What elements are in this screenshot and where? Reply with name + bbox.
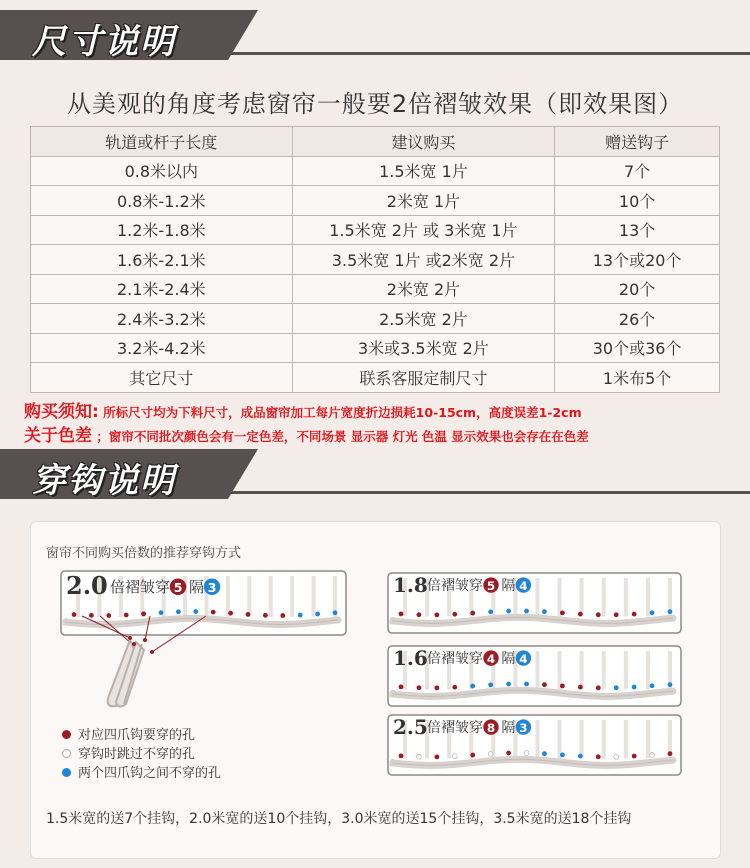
purchase-note — [24, 397, 582, 422]
table-row — [31, 215, 720, 245]
blue-count: 3 — [519, 721, 528, 735]
pleat-gap-label: 隔 — [501, 720, 516, 736]
blue-hole — [315, 612, 320, 617]
table-row — [31, 186, 720, 216]
cell-track-length: 其它尺寸 — [31, 363, 293, 393]
red-hole — [542, 682, 547, 687]
red-hole — [417, 685, 422, 690]
hook-section-title: 穿钩说明 — [32, 461, 176, 501]
blue-hole — [333, 610, 338, 615]
pleat-label: 倍褶皱穿 — [427, 578, 483, 594]
legend-white-label: 穿钩时跳过不穿的孔 — [78, 747, 196, 762]
blue-count: 4 — [519, 579, 528, 593]
red-hole — [470, 611, 475, 616]
red-hole — [614, 612, 619, 617]
cell-track-length: 2.4米-3.2米 — [31, 304, 293, 334]
legend-item-blue — [62, 762, 221, 781]
white-hole — [488, 751, 493, 756]
cell-recommended: 1.5米宽 2片 或 3米宽 1片 — [292, 215, 555, 245]
table-row — [31, 304, 720, 334]
pleat-gap-label: 隔 — [501, 578, 516, 594]
blue-hole — [542, 751, 547, 756]
blue-count: 3 — [207, 581, 217, 596]
blue-hole — [614, 685, 619, 690]
blue-hole — [668, 609, 673, 614]
red-hole — [399, 684, 404, 689]
blue-hole — [524, 682, 529, 687]
white-hole — [614, 754, 619, 759]
blue-hole — [668, 682, 673, 687]
legend-blue-label: 两个四爪钩之间不穿的孔 — [78, 766, 222, 781]
red-hole — [399, 753, 404, 758]
red-hole — [452, 685, 457, 690]
cell-recommended: 2米宽 1片 — [292, 186, 555, 216]
table-row — [31, 274, 720, 304]
table-row — [31, 245, 720, 275]
pleat-ratio: 2.0 — [66, 571, 108, 600]
cell-recommended: 2米宽 2片 — [292, 274, 555, 304]
red-hole — [280, 613, 285, 618]
red-hole — [470, 753, 475, 758]
red-hole — [263, 613, 268, 618]
red-count: 5 — [486, 579, 496, 593]
blue-hole — [524, 609, 529, 614]
pleat-ratio: 2.5 — [393, 715, 428, 739]
red-hole — [632, 612, 637, 617]
hook-panel-title: 窗帘不同购买倍数的推荐穿钩方式 — [46, 546, 242, 561]
cell-track-length: 0.8米-1.2米 — [31, 186, 293, 216]
blue-hole — [488, 682, 493, 687]
red-count: 5 — [173, 581, 183, 596]
white-hole — [650, 752, 655, 757]
size-section-title: 尺寸说明 — [32, 22, 176, 62]
cell-recommended: 1.5米宽 1片 — [292, 156, 555, 186]
cell-track-length: 2.1米-2.4米 — [31, 274, 293, 304]
red-count: 8 — [486, 721, 496, 735]
size-table — [30, 126, 720, 393]
cell-track-length: 0.8米以内 — [31, 156, 293, 186]
legend-item-red — [62, 724, 195, 743]
pleat-diagram-1-8 — [387, 572, 682, 634]
white-hole-icon — [62, 749, 71, 758]
cell-free-hooks: 13个或20个 — [555, 245, 720, 275]
red-hole — [668, 751, 673, 756]
cell-recommended: 联系客服定制尺寸 — [292, 363, 555, 393]
blue-hole — [578, 754, 583, 759]
table-row — [31, 333, 720, 363]
pleat-ratio: 1.6 — [393, 646, 428, 670]
cell-free-hooks: 30个或36个 — [555, 333, 720, 363]
blue-hole — [650, 610, 655, 615]
legend-red-label: 对应四爪钩要穿的孔 — [78, 728, 196, 743]
purchase-note-text: 所标尺寸均为下料尺寸，成品窗帘加工每片宽度折边损耗10-15cm，高度误差1-2cm — [103, 405, 582, 420]
blue-hole — [542, 609, 547, 614]
red-hole — [596, 754, 601, 759]
red-hole — [434, 685, 439, 690]
pleat-label: 倍褶皱穿 — [427, 720, 483, 736]
white-hole — [452, 754, 457, 759]
purchase-note-lead: 购买须知: — [24, 402, 99, 422]
pleat-diagram-1-6 — [387, 645, 682, 707]
color-note — [24, 421, 589, 446]
header-recommended: 建议购买 — [292, 127, 555, 157]
pleat-diagram-2-5 — [387, 714, 682, 776]
blue-hole — [506, 609, 511, 614]
headline: 从美观的角度考虑窗帘一般要2倍褶皱效果（即效果图） — [66, 90, 684, 118]
red-hole — [417, 612, 422, 617]
four-prong-hook-illustration — [60, 614, 220, 714]
cell-track-length: 1.2米-1.8米 — [31, 215, 293, 245]
red-hole — [228, 611, 233, 616]
blue-hole — [506, 682, 511, 687]
hook-section-banner — [0, 449, 750, 499]
cell-free-hooks: 13个 — [555, 215, 720, 245]
cell-recommended: 3.5米宽 1片 或2米宽 2片 — [292, 245, 555, 275]
cell-free-hooks: 20个 — [555, 274, 720, 304]
pleat-gap-label: 隔 — [189, 578, 205, 596]
table-header-row — [31, 127, 720, 157]
red-hole — [632, 754, 637, 759]
red-hole — [578, 612, 583, 617]
cell-recommended: 3米或3.5米宽 2片 — [292, 333, 555, 363]
blue-hole — [650, 683, 655, 688]
blue-count: 4 — [519, 652, 528, 666]
pleat-label: 倍褶皱穿 — [427, 651, 483, 667]
size-section-banner — [0, 10, 750, 60]
red-count: 4 — [486, 652, 496, 666]
table-row — [31, 363, 720, 393]
cell-track-length: 3.2米-4.2米 — [31, 333, 293, 363]
pleat-label: 倍褶皱穿 — [110, 578, 171, 596]
blue-hole — [470, 684, 475, 689]
color-note-text: ；窗帘不同批次颜色会有一定色差，不同场景 显示器 灯光 色温 显示效果也会存在在色差 — [96, 429, 589, 444]
cell-free-hooks: 1米布5个 — [555, 363, 720, 393]
red-hole — [246, 612, 251, 617]
cell-track-length: 1.6米-2.1米 — [31, 245, 293, 275]
red-hole — [560, 683, 565, 688]
red-hole — [560, 610, 565, 615]
red-hole — [434, 754, 439, 759]
red-hole-icon — [62, 730, 71, 739]
red-hole — [506, 751, 511, 756]
red-hole — [434, 612, 439, 617]
white-hole — [417, 754, 422, 759]
pleat-gap-label: 隔 — [501, 651, 516, 667]
red-hole — [452, 612, 457, 617]
blue-hole-icon — [62, 768, 71, 777]
pleat-ratio: 1.8 — [393, 573, 428, 597]
cell-free-hooks: 26个 — [555, 304, 720, 334]
cell-recommended: 2.5米宽 2片 — [292, 304, 555, 334]
red-hole — [578, 685, 583, 690]
color-note-lead: 关于色差 — [24, 426, 92, 446]
white-hole — [524, 751, 529, 756]
hook-gift-footer: 1.5米宽的送7个挂钩，2.0米宽的送10个挂钩，3.0米宽的送15个挂钩，3.5米宽的送18个挂钩 — [46, 811, 632, 827]
blue-hole — [560, 752, 565, 757]
cell-free-hooks: 7个 — [555, 156, 720, 186]
header-free-hooks: 赠送钩子 — [555, 127, 720, 157]
red-hole — [596, 612, 601, 617]
red-hole — [399, 611, 404, 616]
header-track-length: 轨道或杆子长度 — [31, 127, 293, 157]
blue-hole — [298, 613, 303, 618]
cell-free-hooks: 10个 — [555, 186, 720, 216]
red-hole — [596, 685, 601, 690]
blue-hole — [488, 609, 493, 614]
legend-item-white — [62, 743, 195, 762]
table-row — [31, 156, 720, 186]
blue-hole — [632, 685, 637, 690]
